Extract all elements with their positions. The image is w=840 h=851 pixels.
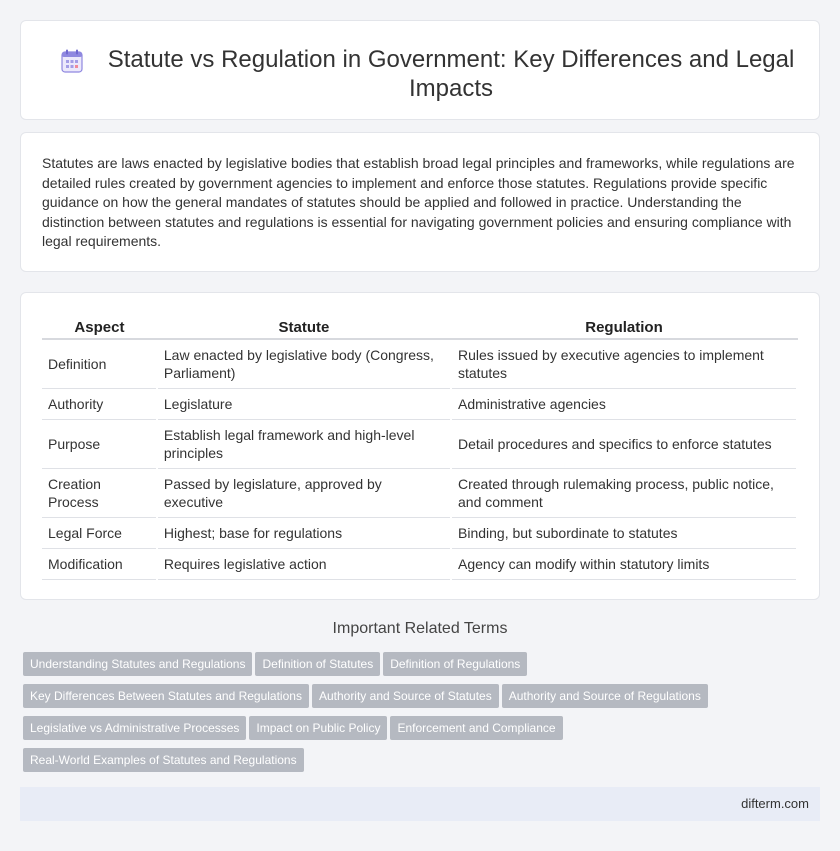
cell-statute: Legislature bbox=[157, 389, 451, 420]
cell-aspect: Creation Process bbox=[42, 469, 157, 518]
cell-regulation: Agency can modify within statutory limits bbox=[451, 549, 797, 580]
comparison-table bbox=[42, 314, 798, 580]
cell-statute: Passed by legislature, approved by executive bbox=[157, 469, 451, 518]
related-term-tag[interactable]: Definition of Regulations bbox=[383, 652, 527, 676]
cell-regulation: Detail procedures and specifics to enforce statutes bbox=[451, 420, 797, 469]
related-terms-list bbox=[23, 652, 803, 780]
cell-aspect: Definition bbox=[42, 339, 157, 389]
related-term-tag[interactable]: Key Differences Between Statutes and Regulations bbox=[23, 684, 309, 708]
table-row bbox=[42, 549, 797, 580]
table-row bbox=[42, 420, 797, 469]
related-term-tag[interactable]: Definition of Statutes bbox=[255, 652, 380, 676]
cell-regulation: Administrative agencies bbox=[451, 389, 797, 420]
cell-statute: Establish legal framework and high-level principles bbox=[157, 420, 451, 469]
cell-statute: Requires legislative action bbox=[157, 549, 451, 580]
intro-paragraph: Statutes are laws enacted by legislative bodies that establish broad legal principles and frameworks, while regulations are detailed rules created by government agencies to implement and enforce those statutes. Regulations provide specific guidance on how the general mandates of statutes should be applied and followed in practice. Understanding the distinction between statutes and regulations is essential for navigating government policies and ensuring compliance with legal requirements. bbox=[42, 155, 795, 250]
table-row bbox=[42, 518, 797, 549]
footer bbox=[20, 787, 820, 821]
table-row bbox=[42, 339, 797, 389]
intro-card bbox=[20, 132, 820, 272]
related-term-tag[interactable]: Authority and Source of Statutes bbox=[312, 684, 499, 708]
cell-statute: Highest; base for regulations bbox=[157, 518, 451, 549]
title-wrap bbox=[61, 45, 799, 103]
related-term-tag[interactable]: Understanding Statutes and Regulations bbox=[23, 652, 252, 676]
related-term-tag[interactable]: Authority and Source of Regulations bbox=[502, 684, 708, 708]
page-title: Statute vs Regulation in Government: Key Differences and Legal Impacts bbox=[107, 46, 795, 102]
cell-aspect: Modification bbox=[42, 549, 157, 580]
table-row bbox=[42, 389, 797, 420]
related-terms-heading: Important Related Terms bbox=[332, 620, 508, 637]
header-card bbox=[20, 20, 820, 120]
table-header-row bbox=[42, 314, 797, 339]
document-icon bbox=[61, 49, 83, 73]
header-regulation: Regulation bbox=[451, 314, 797, 339]
header-aspect: Aspect bbox=[42, 314, 157, 339]
header-statute: Statute bbox=[157, 314, 451, 339]
related-term-tag[interactable]: Legislative vs Administrative Processes bbox=[23, 716, 246, 740]
cell-aspect: Authority bbox=[42, 389, 157, 420]
cell-statute: Law enacted by legislative body (Congress, Parliament) bbox=[157, 339, 451, 389]
related-term-tag[interactable]: Impact on Public Policy bbox=[249, 716, 387, 740]
cell-regulation: Created through rulemaking process, public notice, and comment bbox=[451, 469, 797, 518]
cell-regulation: Binding, but subordinate to statutes bbox=[451, 518, 797, 549]
related-term-tag[interactable]: Enforcement and Compliance bbox=[390, 716, 562, 740]
cell-aspect: Legal Force bbox=[42, 518, 157, 549]
table-row bbox=[42, 469, 797, 518]
footer-site-link[interactable]: difterm.com bbox=[741, 796, 809, 811]
comparison-card bbox=[20, 292, 820, 600]
cell-aspect: Purpose bbox=[42, 420, 157, 469]
cell-regulation: Rules issued by executive agencies to implement statutes bbox=[451, 339, 797, 389]
related-term-tag[interactable]: Real-World Examples of Statutes and Regulations bbox=[23, 748, 304, 772]
